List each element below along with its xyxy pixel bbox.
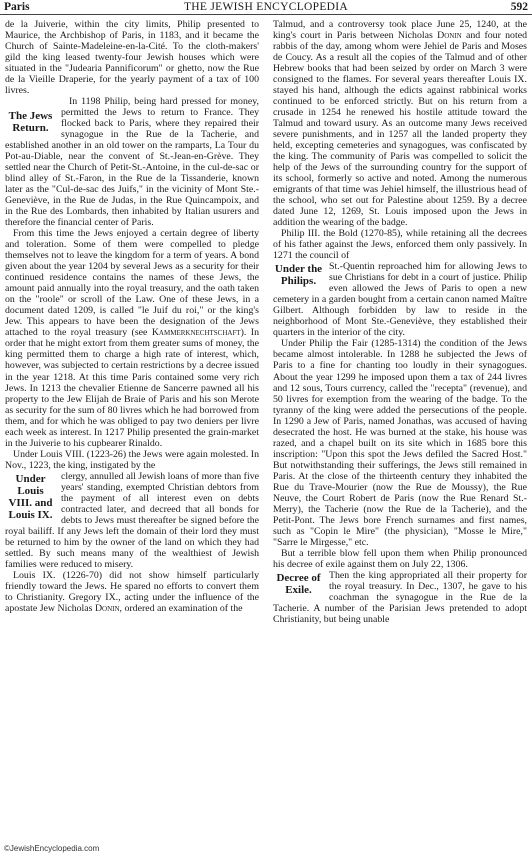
paragraph: Under Philip the Fair (1285-1314) the condition of the Jews became almost intolerable. In 1288 he subjected the Jews of Paris to a fine for chanting too loudly in their synagogues. About the year 1299 he imposed upon them a tax of 244 livres and 12 sous, Tours currency, called the "recepta" (revenue), and 50 livres for exemption from the wearing of the badge. To the tyranny of the king were added the persecutions of the people. In 1290 a Jew of Paris, named Jonathas, was accused of having desecrated the host. He was burned at the stake, his house was razed, and a chapel built on its site which in 1685 bore this inscription: "Upon this spot the Jews defiled the Sacred Host." But notwithstanding their sufferings, the Jews still remained in Paris. At the close of the thirteenth century they inhabited the Rue du Trave-Mourier (now the Rue de Moussy), the Rue Neuve, the Court Robert de Paris (now the Rue Renard St.-Merry), the Tacherie (now the Rue de la Tacherie), and the Petit-Pont. The Jews bore French surnames and first names, such as "Copin le Mire" (the physician), "Mosse le Mire," "Sarre le Mirgesse," etc.	[273, 338, 527, 548]
left-column	[5, 19, 259, 614]
paragraph: In 1198 Philip, being hard pressed for money, permitted the Jews to return to France. They flocked back to Paris, where they repaired their synagogue in the Rue de la Tacherie, and established another in an old tower on the ramparts, La Tour du Pot-au-Diable, near the convent of St.-Jean-en-Grève. They settled near the Church of Petit-St.-Antoine, in the cul-de-sac or blind alley of St.-Faron, in the Rue de la Tissanderie, known later as the "Cul-de-sac des Juifs," in the vicinity of Mont Ste.-Geneviève, in the Rue de Judas, in the Rue Quincampoix, and in the Rue des Lombards, then inhabited by Italian usurers and therefore the financial center of Paris.	[5, 96, 259, 229]
page-number: 592	[510, 1, 528, 13]
running-head-article: Paris	[4, 1, 30, 13]
copyright-footer: ©JewishEncyclopedia.com	[4, 844, 100, 853]
paragraph: But a terrible blow fell upon them when Philip pronounced his decree of exile against them on July 22, 1306.	[273, 547, 527, 570]
paragraph: Talmud, and a controversy took place June 25, 1240, at the king's court in Paris between Nicholas Donin and four noted rabbis of the day, among whom were Jehiel de Paris and Moses de Coucy. As a result all the copies of the Talmud and of other Hebrew books that had been seized by order on March 3 were consigned to the flames. For several years thereafter Louis IX. stayed his hand, although the edicts against rabbinical works continued to be enforced strictly. But on his return from a crusade in 1254 he renewed his hostile attitude toward the Talmud and toward usury. As an outcome many Jews received severe punishments, and in 1257 all the landed property they held, excepting cemeteries and synagogues, was confiscated by the king. The community of Paris was compelled to solicit the help of the Jews of the surrounding country for the support of its school, formerly so active and noted. Among the numerous emigrants of that time was Jehiel himself, the illustrious head of the school, who set out for Palestine about 1259. By a decree dated June 12, 1269, St. Louis imposed upon the Jews in addition the wearing of the badge.	[273, 19, 527, 229]
running-head-title: THE JEWISH ENCYCLOPEDIA	[183, 1, 349, 13]
paragraph: Then the king appropriated all their property for the royal treasury. In Dec., 1307, he gave to his coachman the synagogue in the Rue de la Tacherie. A number of the Parisian Jews pretended to adopt Christianity, but being unable	[273, 569, 527, 625]
right-column	[273, 19, 527, 625]
paragraph: Louis IX. (1226-70) did not show himself particularly friendly toward the Jews. He spared no efforts to convert them to Christianity. Gregory IX., acting under the influence of the apostate Jew Nicholas Donin, ordered an examination of the	[5, 569, 259, 614]
cross-reference-link[interactable]: Donin	[94, 602, 120, 614]
paragraph: de la Juiverie, within the city limits, Philip presented to Maurice, the Archbishop of Paris, in 1183, and it became the Church of Sainte-Madeleine-en-la-Cité. To the cloth-makers' gild the king leased twenty-four Jewish houses which were situated in the "Judearia Pannificorum" or ghetto, now the Rue de la Vieille Draperie, for the yearly payment of a tax of 100 livres.	[5, 19, 259, 97]
paragraph: From this time the Jews enjoyed a certain degree of liberty and toleration. Some of them were compelled to pledge themselves not to leave the kingdom for a term of years. A bond given about the year 1204 by several Jews as a security for their continued residence contains the names of these Jews, the amount paid annually into the royal treasury, and the oath taken on the "roole" or scroll of the Law. One of these Jews, in a document dated 1209, is called "le Juif du roi," or the king's Jew. This appears to have been the designation of the Jews attached to the royal treasury (see Kammerknechtschaft). In order that he might extort from them greater sums of money, the king permitted them to charge a high rate of interest, which, however, was subjected to certain restrictions by a decree issued in the year 1218. At this time Paris contained some very rich Jews. In 1213 the chevalier Etienne de Sancerre pawned all his property to the Jew Elijah de Braie of Paris and his son Merote as security for the sum of 80 livres which he had borrowed from them, and for which he was obliged to pay two deniers per livre each week as interest. In 1217 Philip presented the grain-market in the Juiverie to his cupbearer Rinaldo.	[5, 228, 259, 449]
paragraph: clergy, annulled all Jewish loans of more than five years' standing, exempted Christian debtors from the payment of all interest even on debts contracted later, and decreed that all bonds for debts to Jews must thereafter be signed before the royal bailiff. If any Jews left the domain of their lord they must be returned to him by the owner of the land on which they had settled. By such means many of the wealthiest of Jewish families were reduced to misery.	[5, 470, 259, 570]
sidenote-louis: Under Louis VIII. and Louis IX.	[8, 472, 53, 521]
paragraph: St.-Quentin reproached him for allowing Jews to sue Christians for debt in a court of justice. Philip even allowed the Jews of Paris to open a new cemetery in a garden bought from a certain canon named Maître Gilbert. Although forbidden by law to reside in the neighborhood of Mont Ste.-Geneviève, they established their quarters in the interior of the city.	[273, 261, 527, 339]
paragraph: Under Louis VIII. (1223-26) the Jews were again molested. In Nov., 1223, the king, instigated by the	[5, 448, 259, 471]
sidenote-philips: Under the Philips.	[274, 263, 323, 288]
paragraph: Philip III. the Bold (1270-85), while retaining all the decrees of his father against the Jews, enforced them only passively. In 1271 the council of	[273, 228, 527, 262]
cross-reference-link[interactable]: Donin	[437, 30, 462, 42]
sidenote-exile: Decree of Exile.	[276, 571, 321, 596]
sidenote-jews-return: The Jews Return.	[8, 110, 53, 135]
page-header	[0, 0, 532, 15]
cross-reference-link[interactable]: Kammerknechtschaft	[151, 327, 241, 339]
